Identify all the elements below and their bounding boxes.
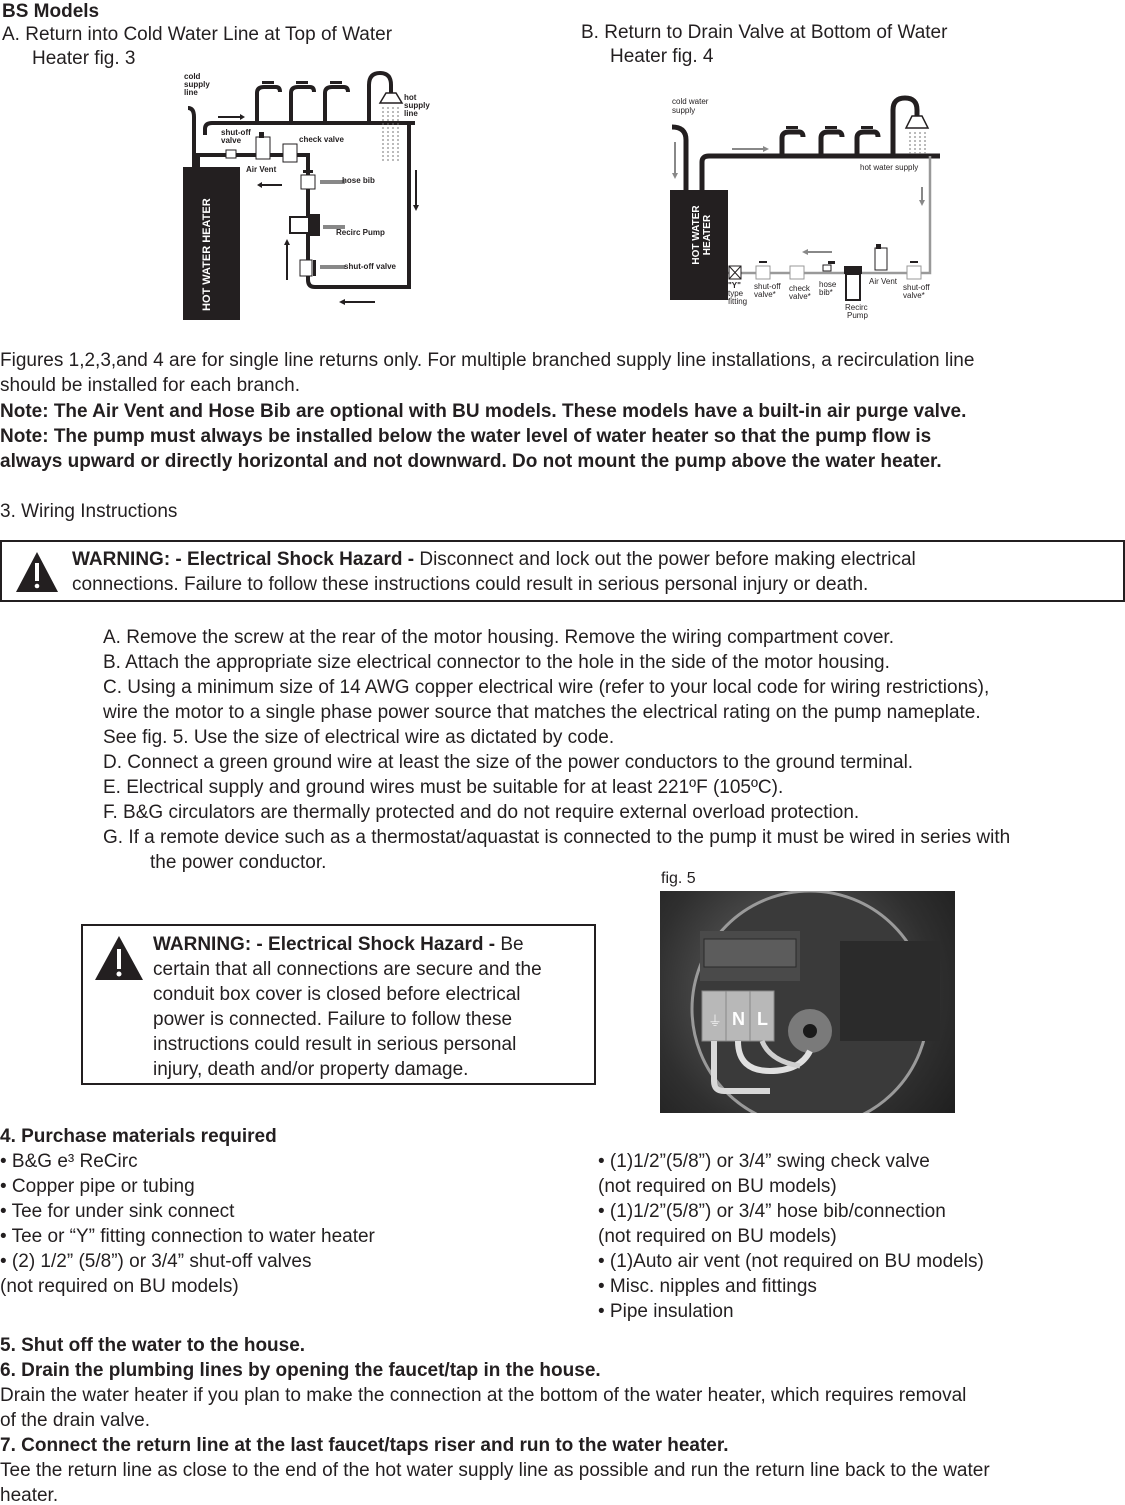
fig3-heater-label: HOT WATER HEATER: [201, 198, 213, 311]
wiring-step-f: F. B&G circulators are thermally protected and do not require external overload protection.: [103, 802, 860, 823]
warning-2-line-2: conduit box cover is closed before electrical: [153, 984, 521, 1005]
warning-2-line-4: instructions could result in serious personal: [153, 1034, 517, 1055]
materials-item-note: (not required on BU models): [598, 1226, 837, 1247]
materials-item: • Pipe insulation: [598, 1301, 734, 1322]
fig4-y-fitting-2: type: [728, 289, 744, 298]
fig4-shutoff-right-1: shut-off: [903, 283, 930, 292]
fig4-hose-bib-1: hose: [819, 280, 837, 289]
wiring-step-b: B. Attach the appropriate size electrical connector to the hole in the side of the motor housing.: [103, 652, 890, 673]
step-7-heading: 7. Connect the return line at the last faucet/taps riser and run to the water heater.: [0, 1435, 729, 1456]
fig3-shutoff-bottom-label: shut-off valve: [344, 262, 397, 271]
fig4-hose-bib-2: bib*: [819, 288, 833, 297]
wiring-step-c-2: wire the motor to a single phase power source that matches the electrical rating on the pump nameplate.: [103, 702, 981, 723]
option-a-heading-cont: Heater fig. 3: [32, 48, 136, 69]
fig5-photo: [660, 891, 955, 1113]
materials-item: • Tee or “Y” fitting connection to water heater: [0, 1226, 375, 1247]
wiring-step-a: A. Remove the screw at the rear of the motor housing. Remove the wiring compartment cover.: [103, 627, 894, 648]
line-terminal-label: L: [757, 1009, 768, 1029]
note-air-vent: Note: The Air Vent and Hose Bib are optional with BU models. These models have a built-in air purge valve.: [0, 401, 967, 422]
wiring-step-e: E. Electrical supply and ground wires must be suitable for at least 221ºF (105ºC).: [103, 777, 784, 798]
neutral-terminal-label: N: [732, 1009, 745, 1029]
fig4-recirc-pump-2: Pump: [847, 311, 868, 320]
section-title: BS Models: [2, 1, 100, 22]
fig4-shutoff-left-2: valve*: [754, 290, 776, 299]
warning-2-line-3: power is connected. Failure to follow these: [153, 1009, 513, 1030]
fig3-air-vent-label: Air Vent: [246, 165, 277, 174]
fig3-hot-label-2: supply: [404, 101, 430, 110]
wiring-step-g: G. If a remote device such as a thermostat/aquastat is connected to the pump it must be wired in series with: [103, 827, 1011, 848]
notes-line-1: Figures 1,2,3,and 4 are for single line returns only. For multiple branched supply line installations, a recirculation line: [0, 350, 975, 371]
materials-item: • Misc. nipples and fittings: [598, 1276, 817, 1297]
fig3-cold-label-3: line: [184, 88, 198, 97]
step-6-body-1: Drain the water heater if you plan to make the connection at the bottom of the water heater, which requires removal: [0, 1385, 967, 1406]
wiring-step-d: D. Connect a green ground wire at least the size of the power conductors to the ground terminal.: [103, 752, 914, 773]
warning-1-title: WARNING: - Electrical Shock Hazard -: [72, 549, 420, 570]
materials-list-left: [0, 1149, 375, 1299]
ground-terminal-label: ⏚: [708, 1013, 722, 1029]
fig5-caption: fig. 5: [661, 870, 696, 887]
warning-triangle-icon: [93, 934, 145, 982]
warning-box-2: [81, 924, 596, 1085]
fig3-piping-icon: [180, 65, 440, 325]
fig4-heater-label-2: HEATER: [702, 214, 713, 256]
fig3-hot-label-3: line: [404, 109, 418, 118]
warning-2-line-1: certain that all connections are secure and the: [153, 959, 542, 980]
note-pump-1: Note: The pump must always be installed below the water level of water heater so that the pump flow is: [0, 426, 932, 447]
fig3-recirc-pump-label: Recirc Pump: [336, 228, 385, 237]
materials-item-note: (not required on BU models): [0, 1276, 239, 1297]
step-5-heading: 5. Shut off the water to the house.: [0, 1335, 306, 1356]
fig3-shutoff-top-2: valve: [221, 136, 242, 145]
wiring-heading: 3. Wiring Instructions: [0, 501, 178, 522]
fig4-cold-label-2: supply: [672, 106, 696, 115]
materials-item: • (2) 1/2” (5/8”) or 3/4” shut-off valves: [0, 1251, 312, 1272]
pump-wiring-photo-icon: [660, 891, 955, 1113]
step-7-body-1: Tee the return line as close to the end of the hot water supply line as possible and run the return line back to the water: [0, 1460, 990, 1481]
fig3-cold-label-2: supply: [184, 80, 210, 89]
fig4-shutoff-right-2: valve*: [903, 291, 925, 300]
materials-list-right: [598, 1149, 984, 1324]
fig3-check-valve-label: check valve: [299, 135, 344, 144]
materials-heading: 4. Purchase materials required: [0, 1126, 277, 1147]
fig3-diagram: [180, 65, 440, 325]
warning-1-text: Disconnect and lock out the power before making electrical: [419, 549, 916, 570]
wiring-step-g-2: the power conductor.: [150, 852, 327, 873]
fig3-cold-label-1: cold: [184, 72, 201, 81]
option-b-heading: B. Return to Drain Valve at Bottom of Water: [581, 22, 948, 43]
fig4-heater-label-1: HOT WATER: [691, 205, 702, 265]
fig3-shutoff-top-1: shut-off: [221, 128, 251, 137]
fig4-y-fitting-3: fitting: [728, 297, 748, 306]
wiring-step-c: C. Using a minimum size of 14 AWG copper electrical wire (refer to your local code for wiring restrictions),: [103, 677, 990, 698]
warning-2-title: WARNING: - Electrical Shock Hazard -: [153, 934, 501, 955]
fig4-air-vent-label: Air Vent: [869, 277, 898, 286]
warning-2-line-5: injury, death and/or property damage.: [153, 1059, 469, 1080]
warning-2-text: Be: [500, 934, 524, 955]
materials-item: • (1)1/2”(5/8”) or 3/4” swing check valve: [598, 1151, 930, 1172]
option-b-heading-cont: Heater fig. 4: [610, 46, 714, 67]
materials-item-note: (not required on BU models): [598, 1176, 837, 1197]
materials-item: • (1)1/2”(5/8”) or 3/4” hose bib/connection: [598, 1201, 946, 1222]
fig4-y-fitting-1: "Y": [728, 281, 741, 290]
fig4-diagram: [660, 90, 940, 330]
materials-item: • (1)Auto air vent (not required on BU models): [598, 1251, 984, 1272]
step-6-heading: 6. Drain the plumbing lines by opening the faucet/tap in the house.: [0, 1360, 601, 1381]
fig3-hose-bib-label: hose bib: [342, 176, 375, 185]
fig4-check-valve-2: valve*: [789, 292, 811, 301]
warning-triangle-icon: [14, 550, 60, 594]
fig4-check-valve-1: check: [789, 284, 810, 293]
step-7-body-2: heater.: [0, 1485, 59, 1505]
fig3-hot-label-1: hot: [404, 93, 417, 102]
materials-item: • Tee for under sink connect: [0, 1201, 235, 1222]
fig4-recirc-pump-1: Recirc: [845, 303, 868, 312]
note-pump-2: always upward or directly horizontal and not downward. Do not mount the pump above the water heater.: [0, 451, 942, 472]
materials-item: • B&G e³ ReCirc: [0, 1151, 138, 1172]
warning-box-1: [0, 540, 1125, 602]
notes-line-2: should be installed for each branch.: [0, 375, 300, 396]
materials-item: • Copper pipe or tubing: [0, 1176, 195, 1197]
warning-1-text-2: connections. Failure to follow these instructions could result in serious personal injury or death.: [72, 574, 869, 595]
wiring-step-c-3: See fig. 5. Use the size of electrical wire as dictated by code.: [103, 727, 615, 748]
fig4-shutoff-left-1: shut-off: [754, 282, 781, 291]
fig4-hot-supply-label: hot water supply: [860, 163, 919, 172]
step-6-body-2: of the drain valve.: [0, 1410, 150, 1431]
fig4-cold-label-1: cold water: [672, 97, 709, 106]
option-a-heading: A. Return into Cold Water Line at Top of Water: [2, 24, 393, 45]
